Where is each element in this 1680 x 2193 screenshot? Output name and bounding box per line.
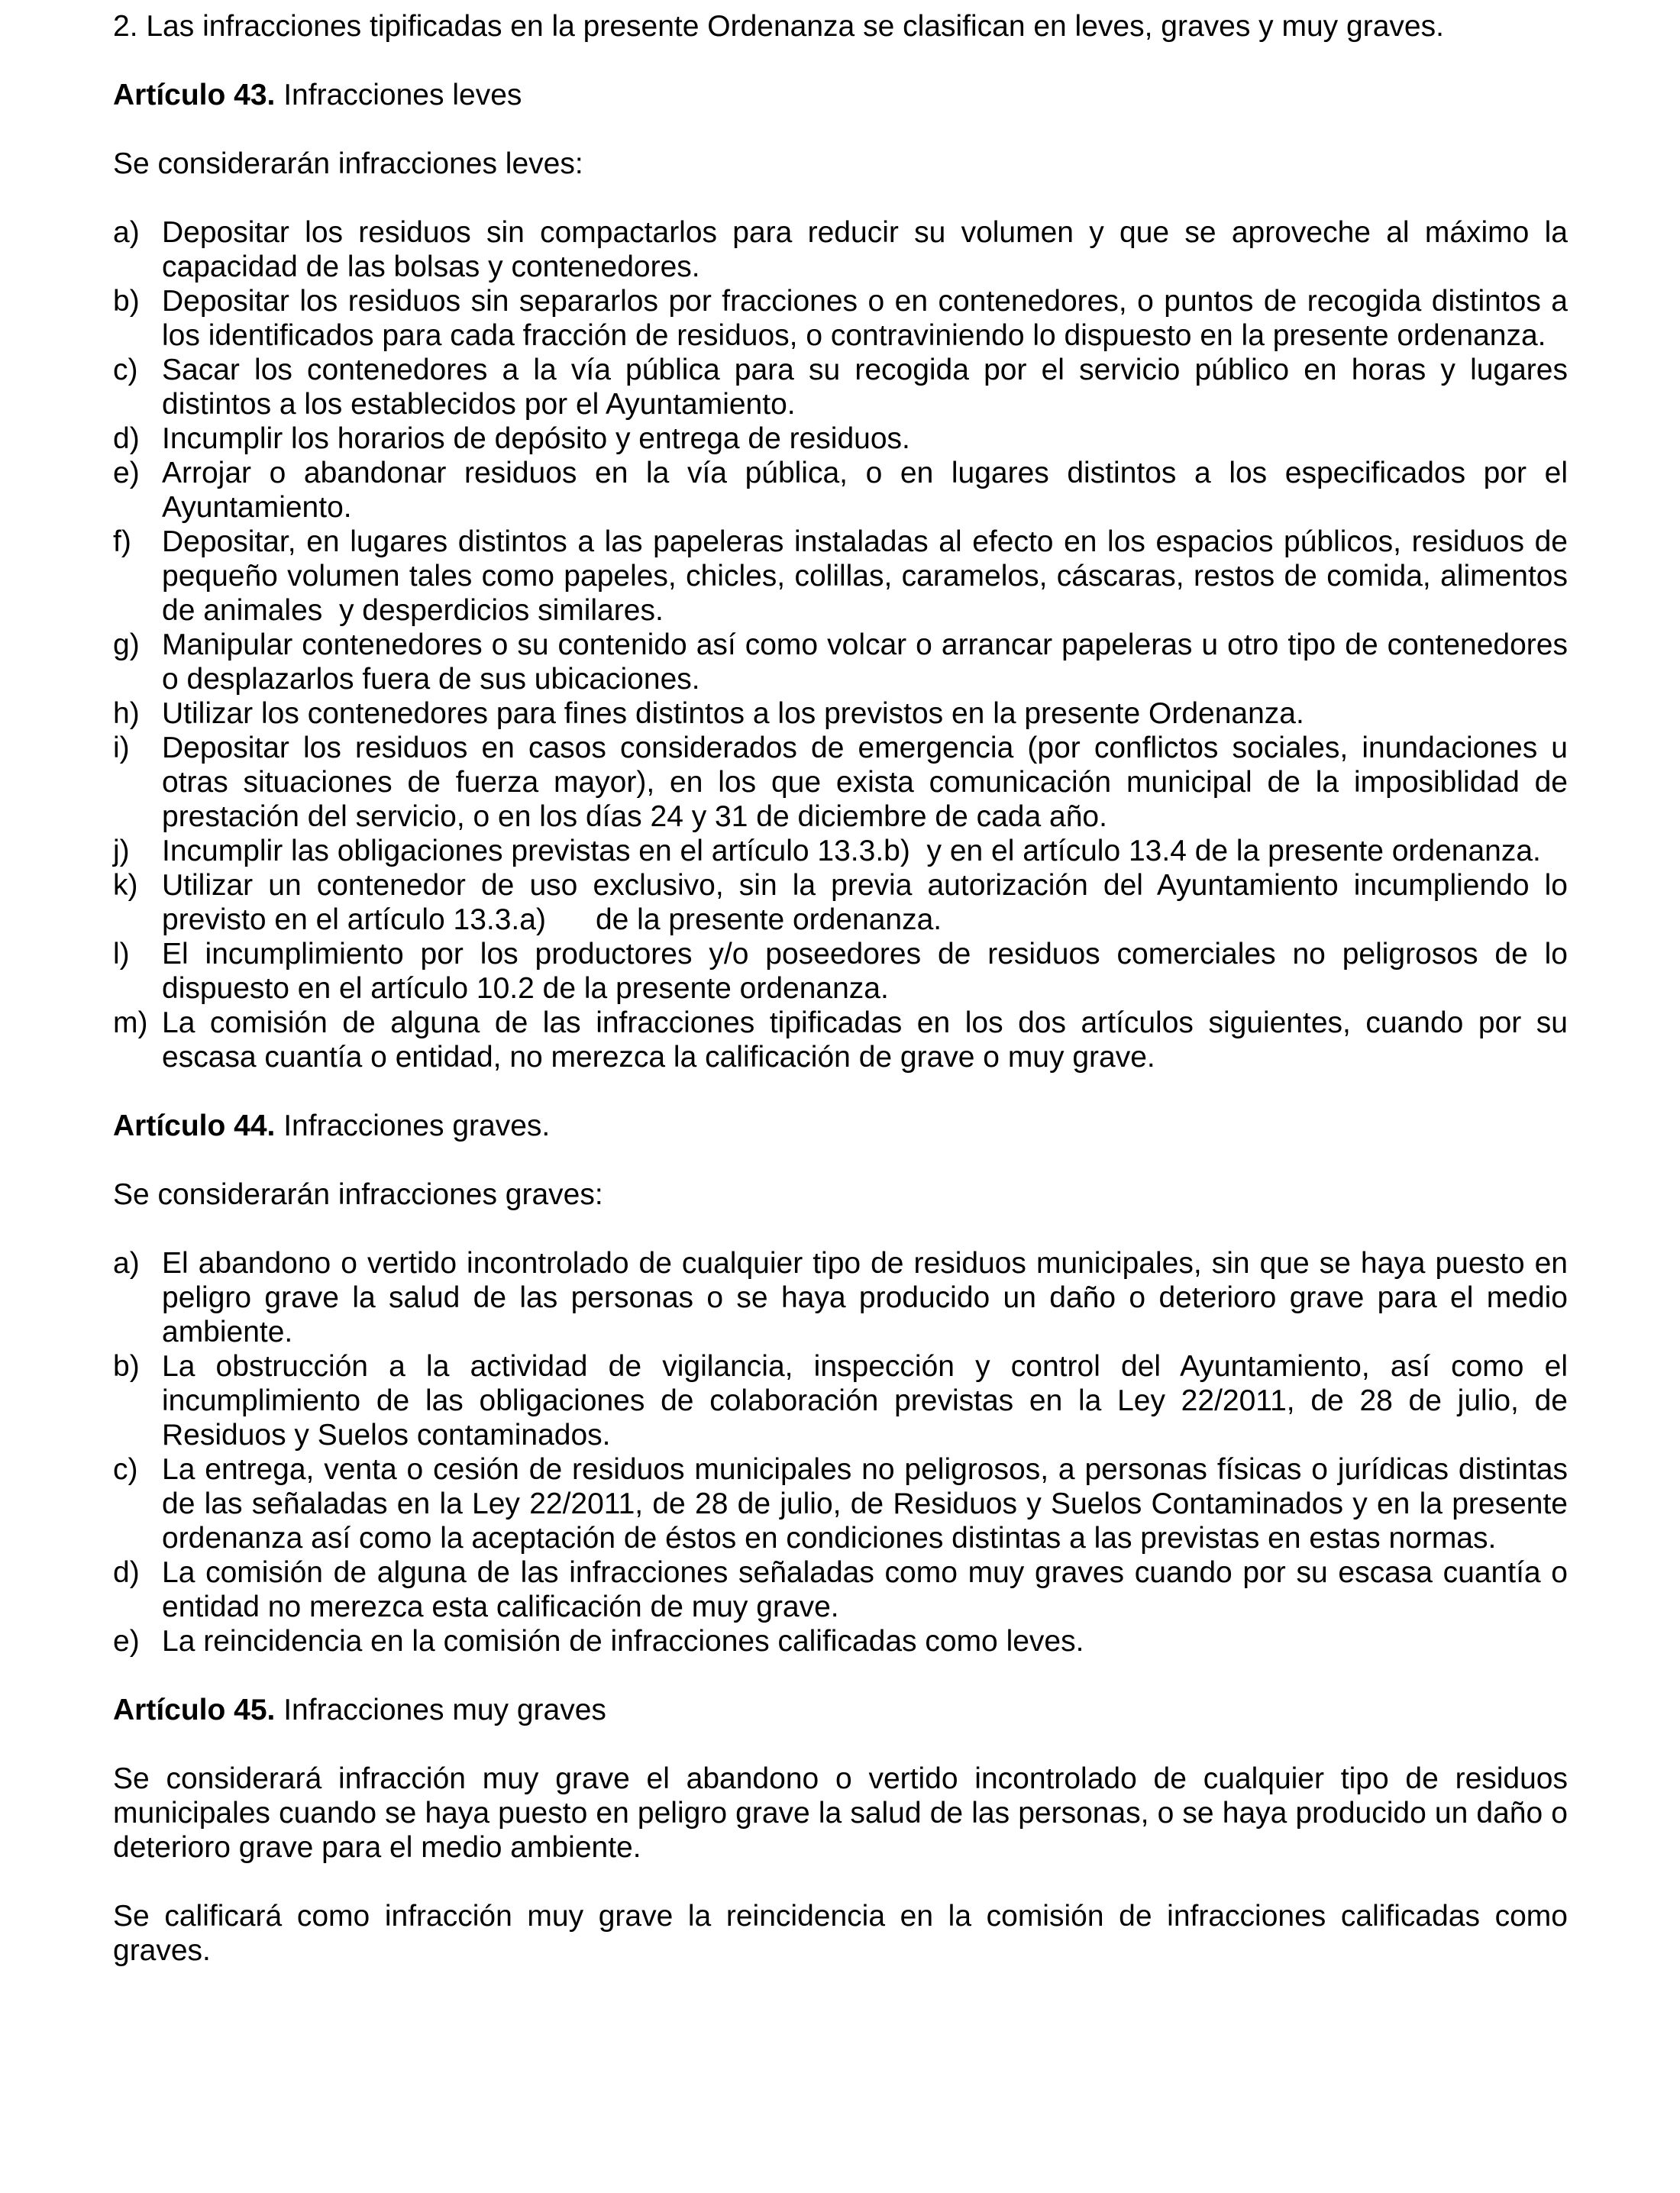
list-item: [113, 696, 1568, 731]
list-item-marker: h): [113, 697, 140, 730]
list-item-text: Manipular contenedores o su contenido así como volcar o arrancar papeleras u otro tipo de contenedores o desplazarlos fuera de sus ubicaciones.: [162, 628, 1568, 696]
article-45-heading: [113, 1693, 1568, 1727]
list-item-text: La entrega, venta o cesión de residuos municipales no peligrosos, a personas físicas o jurídicas distintas de las señaladas en la Ley 22/2011, de 28 de julio, de Residuos y Suelos Contaminados y en la presente ordenanza así como la aceptación de éstos en condiciones distintas a las previstas en estas normas.: [162, 1453, 1568, 1555]
list-item: [113, 937, 1568, 1006]
list-item-marker: m): [113, 1006, 148, 1039]
body-paragraph: Se considerará infracción muy grave el abandono o vertido incontrolado de cualquier tipo de residuos municipales cuando se haya puesto en peligro grave la salud de las personas, o se haya producido un daño o deterioro grave para el medio ambiente.: [113, 1762, 1568, 1864]
list-item: [113, 421, 1568, 456]
list-item-text: Depositar, en lugares distintos a las papeleras instaladas al efecto en los espacios públicos, residuos de pequeño volumen tales como papeles, chicles, colillas, caramelos, cáscaras, restos de comida, alimentos de animales y desperdicios similares.: [162, 525, 1568, 627]
article-43-list: [113, 215, 1568, 1074]
list-item-marker: e): [113, 457, 140, 489]
list-item: [113, 1624, 1568, 1658]
list-item-text: La comisión de alguna de las infracciones tipificadas en los dos artículos siguientes, cuando por su escasa cuantía o entidad, no merezca la calificación de grave o muy grave.: [162, 1006, 1568, 1074]
list-item: [113, 731, 1568, 834]
article-44-title: Infracciones graves.: [275, 1109, 551, 1142]
article-44-list: [113, 1246, 1568, 1658]
list-item-marker: d): [113, 1556, 140, 1589]
list-item: [113, 1349, 1568, 1452]
list-item-marker: c): [113, 1453, 138, 1486]
list-item: [113, 215, 1568, 284]
list-item: [113, 456, 1568, 525]
list-item-marker: b): [113, 285, 140, 318]
body-paragraph: Se calificará como infracción muy grave la reincidencia en la comisión de infracciones calificadas como graves.: [113, 1900, 1568, 1967]
list-item-marker: i): [113, 732, 130, 764]
list-item-text: Depositar los residuos sin compactarlos para reducir su volumen y que se aproveche al máximo la capacidad de las bolsas y contenedores.: [162, 216, 1568, 283]
list-item-marker: j): [113, 835, 130, 867]
list-item: [113, 1246, 1568, 1349]
article-45-title: Infracciones muy graves: [275, 1694, 606, 1726]
list-item-marker: d): [113, 422, 140, 455]
list-item-marker: e): [113, 1625, 140, 1658]
list-item-marker: c): [113, 354, 138, 386]
list-item-text: Utilizar los contenedores para fines distintos a los previstos en la presente Ordenanza.: [162, 697, 1304, 730]
list-item-marker: l): [113, 938, 130, 971]
list-item-text: Depositar los residuos en casos considerados de emergencia (por conflictos sociales, inundaciones u otras situaciones de fuerza mayor), en los que exista comunicación municipal de la imposiblidad de prestación del servicio, o en los días 24 y 31 de diciembre de cada año.: [162, 732, 1568, 833]
list-item-text: Sacar los contenedores a la vía pública para su recogida por el servicio público en horas y lugares distintos a los establecidos por el Ayuntamiento.: [162, 354, 1568, 421]
list-item: [113, 1555, 1568, 1624]
list-item-text: El abandono o vertido incontrolado de cualquier tipo de residuos municipales, sin que se haya puesto en peligro grave la salud de las personas o se haya producido un daño o deterioro grave para el medio ambiente.: [162, 1247, 1568, 1348]
article-43-heading: [113, 78, 1568, 112]
list-item-text: Depositar los residuos sin separarlos por fracciones o en contenedores, o puntos de recogida distintos a los identificados para cada fracción de residuos, o contraviniendo lo dispuesto en la presente ordenanza.: [162, 285, 1568, 352]
list-item-marker: a): [113, 216, 140, 249]
list-item-marker: g): [113, 628, 140, 661]
list-item: [113, 525, 1568, 628]
list-item-text: El incumplimiento por los productores y/o poseedores de residuos comerciales no peligrosos de lo dispuesto en el artículo 10.2 de la presente ordenanza.: [162, 938, 1568, 1005]
list-item: [113, 628, 1568, 696]
article-44-heading: [113, 1109, 1568, 1143]
list-item-marker: k): [113, 869, 138, 902]
list-item: [113, 284, 1568, 353]
list-item: [113, 868, 1568, 937]
list-item-marker: a): [113, 1247, 140, 1280]
list-item-text: Arrojar o abandonar residuos en la vía pública, o en lugares distintos a los especificados por el Ayuntamiento.: [162, 457, 1568, 524]
list-item-text: Incumplir los horarios de depósito y entrega de residuos.: [162, 422, 910, 455]
article-45-body: [113, 1762, 1568, 1968]
article-44-lead: Se considerarán infracciones graves:: [113, 1178, 603, 1211]
article-43-title: Infracciones leves: [275, 79, 522, 111]
list-item: [113, 834, 1568, 868]
list-item-text: Incumplir las obligaciones previstas en el artículo 13.3.b) y en el artículo 13.4 de la presente ordenanza.: [162, 835, 1541, 867]
list-item-marker: f): [113, 525, 131, 558]
list-item-marker: b): [113, 1350, 140, 1383]
list-item-text: La reincidencia en la comisión de infracciones calificadas como leves.: [162, 1625, 1084, 1658]
article-44-number: Artículo 44.: [113, 1109, 276, 1142]
list-item: [113, 353, 1568, 421]
article-43-number: Artículo 43.: [113, 79, 276, 111]
list-item-text: Utilizar un contenedor de uso exclusivo, sin la previa autorización del Ayuntamiento incumpliendo lo previsto en el artículo 13.3.a) de la presente ordenanza.: [162, 869, 1568, 936]
list-item: [113, 1452, 1568, 1555]
list-item-text: La obstrucción a la actividad de vigilancia, inspección y control del Ayuntamiento, así como el incumplimiento de las obligaciones de colaboración previstas en la Ley 22/2011, de 28 de julio, de Residuos y Suelos contaminados.: [162, 1350, 1568, 1452]
intro-paragraph: 2. Las infracciones tipificadas en la presente Ordenanza se clasifican en leves, graves y muy graves.: [113, 10, 1444, 43]
article-43-lead: Se considerarán infracciones leves:: [113, 147, 583, 180]
article-45-number: Artículo 45.: [113, 1694, 276, 1726]
list-item-text: La comisión de alguna de las infracciones señaladas como muy graves cuando por su escasa cuantía o entidad no merezca esta calificación de muy grave.: [162, 1556, 1568, 1623]
list-item: [113, 1006, 1568, 1074]
